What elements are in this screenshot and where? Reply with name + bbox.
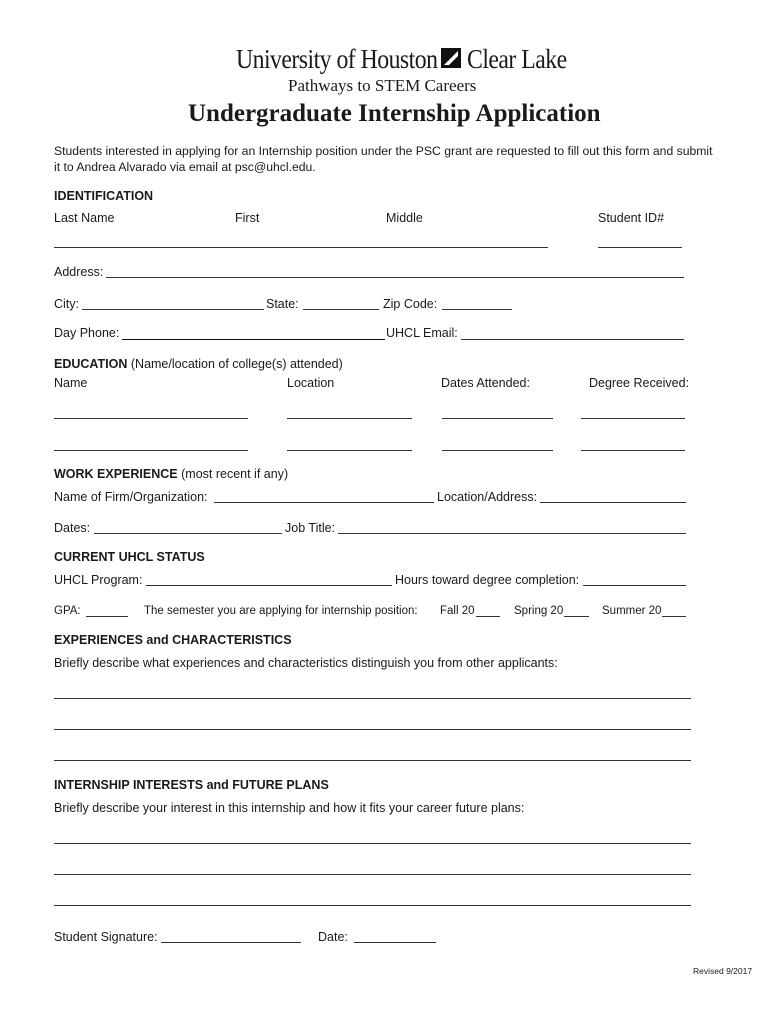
gpa-label: GPA: [54,605,81,617]
student-signature-field-line[interactable] [161,942,301,943]
interests-answer-line-2[interactable] [54,874,691,875]
education-name-label: Name [54,376,88,390]
interests-prompt: Briefly describe your interest in this internship and how it fits your career future plans: [54,801,525,815]
uhcl-email-field-line[interactable] [461,339,684,340]
experiences-answer-line-1[interactable] [54,698,691,699]
day-phone-field-line[interactable] [122,339,385,340]
education-heading-note: (Name/location of college(s) attended) [130,357,343,371]
education-degree-line-2[interactable] [581,450,685,451]
intro-line-2: it to Andrea Alvarado via email at psc@uhcl.edu. [54,160,316,174]
spring-label: Spring 20 [514,605,564,617]
day-phone-label: Day Phone: [54,326,120,340]
experiences-prompt: Briefly describe what experiences and characteristics distinguish you from other applicants: [54,656,558,670]
work-location-field-line[interactable] [540,502,686,503]
education-dates-line-2[interactable] [442,450,553,451]
last-name-label: Last Name [54,211,115,225]
logo-text-right: Clear Lake [467,44,567,74]
revision-note: Revised 9/2017 [693,966,753,976]
hours-label: Hours toward degree completion: [395,573,580,587]
city-label: City: [54,297,79,311]
city-field-line[interactable] [82,309,264,310]
job-title-field-line[interactable] [338,533,686,534]
education-location-line-2[interactable] [287,450,412,451]
middle-name-label: Middle [386,211,423,225]
semester-label: The semester you are applying for internship position: [144,605,418,617]
intro-line-1: Students interested in applying for an Internship position under the PSC grant are requested to fill out this form and submit [54,144,713,158]
work-heading-title: WORK EXPERIENCE [54,467,178,481]
interests-answer-line-1[interactable] [54,843,691,844]
summer-year-field-line[interactable] [662,616,686,617]
education-location-line-1[interactable] [287,418,412,419]
education-degree-line-1[interactable] [581,418,685,419]
uhcl-program-label: UHCL Program: [54,573,143,587]
education-dates-label: Dates Attended: [441,376,530,390]
education-heading-title: EDUCATION [54,357,128,371]
fall-label: Fall 20 [440,605,475,617]
work-dates-field-line[interactable] [94,533,282,534]
uhcl-program-field-line[interactable] [146,585,392,586]
signature-date-label: Date: [318,930,348,944]
first-name-label: First [235,211,260,225]
page-title: Undergraduate Internship Application [188,100,601,127]
work-location-label: Location/Address: [437,490,538,504]
identification-heading: IDENTIFICATION [54,189,154,203]
firm-label: Name of Firm/Organization: [54,490,208,504]
gpa-field-line[interactable] [86,616,128,617]
uhcl-mark-icon [441,48,461,68]
education-name-line-2[interactable] [54,450,248,451]
university-logo [236,44,465,74]
address-field-line[interactable] [106,277,684,278]
state-field-line[interactable] [303,309,379,310]
experiences-answer-line-3[interactable] [54,760,691,761]
work-dates-label: Dates: [54,521,91,535]
student-id-field-line[interactable] [598,247,682,248]
education-dates-line-1[interactable] [442,418,553,419]
zip-code-field-line[interactable] [442,309,512,310]
student-id-label: Student ID# [598,211,665,225]
work-heading-note: (most recent if any) [181,467,289,481]
program-name: Pathways to STEM Careers [288,76,477,95]
zip-code-label: Zip Code: [383,297,438,311]
education-degree-label: Degree Received: [589,376,690,390]
education-location-label: Location [287,376,335,390]
work-heading [54,467,288,481]
education-name-line-1[interactable] [54,418,248,419]
interests-answer-line-3[interactable] [54,905,691,906]
spring-year-field-line[interactable] [564,616,589,617]
address-label: Address: [54,265,104,279]
student-signature-label: Student Signature: [54,930,158,944]
name-field-line[interactable] [54,247,548,248]
experiences-answer-line-2[interactable] [54,729,691,730]
fall-year-field-line[interactable] [476,616,500,617]
state-label: State: [266,297,299,311]
uhcl-email-label: UHCL Email: [386,326,458,340]
job-title-label: Job Title: [285,521,336,535]
status-heading: CURRENT UHCL STATUS [54,550,205,564]
firm-field-line[interactable] [214,502,434,503]
signature-date-field-line[interactable] [354,942,436,943]
experiences-heading: EXPERIENCES and CHARACTERISTICS [54,633,292,647]
summer-label: Summer 20 [602,605,662,617]
hours-field-line[interactable] [583,585,686,586]
interests-heading: INTERNSHIP INTERESTS and FUTURE PLANS [54,778,329,792]
education-heading [54,357,343,371]
logo-text-left: University of Houston [236,43,438,74]
